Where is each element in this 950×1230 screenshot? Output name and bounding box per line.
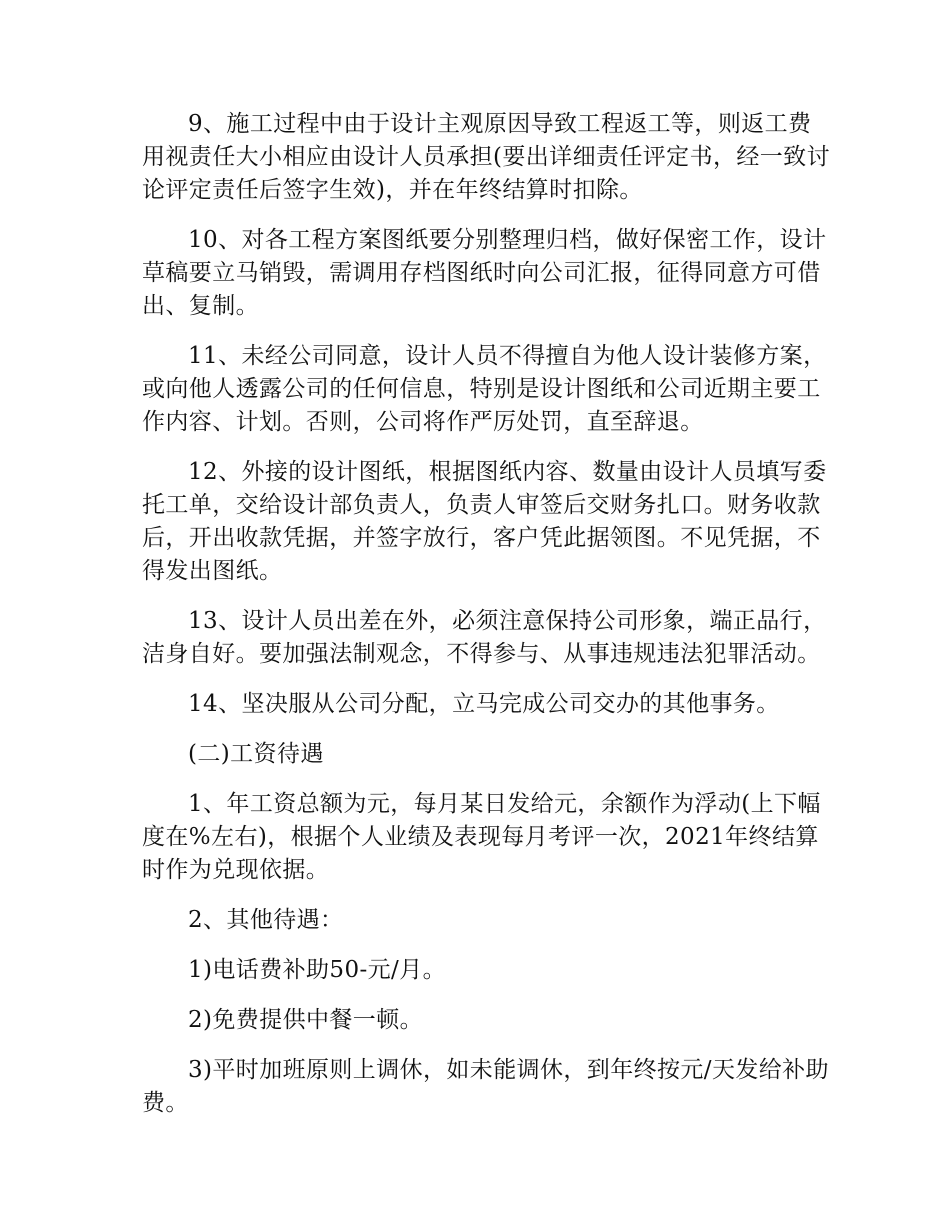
paragraph-salary-2: 2、其他待遇： bbox=[188, 907, 344, 933]
paragraph-benefit-1: 1)电话费补助50-元/月。 bbox=[188, 957, 446, 983]
paragraph-salary-1: 1、年工资总额为元，每月某日发给元，余额作为浮动(上下幅度在%左右)，根据个人业绩及表现每月考评一次，2021年终结算时作为兑现依据。 bbox=[142, 791, 821, 883]
paragraph-item-13: 13、设计人员出差在外，必须注意保持公司形象，端正品行，洁身自好。要加强法制观念，不得参与、从事违规违法犯罪活动。 bbox=[142, 608, 827, 667]
paragraph-item-11: 11、未经公司同意，设计人员不得擅自为他人设计装修方案，或向他人透露公司的任何信息，特别是设计图纸和公司近期主要工作内容、计划。否则，公司将作严厉处罚，直至辞退。 bbox=[142, 343, 827, 435]
document-page bbox=[142, 108, 832, 1120]
paragraph-item-14: 14、坚决服从公司分配，立马完成公司交办的其他事务。 bbox=[188, 691, 780, 717]
paragraph-item-10: 10、对各工程方案图纸要分别整理归档，做好保密工作，设计草稿要立马销毁，需调用存档图纸时向公司汇报，征得同意方可借出、复制。 bbox=[142, 227, 827, 319]
paragraph-benefit-3: 3)平时加班原则上调休，如未能调休，到年终按元/天发给补助费。 bbox=[142, 1057, 829, 1116]
paragraph-item-12: 12、外接的设计图纸，根据图纸内容、数量由设计人员填写委托工单，交给设计部负责人，负责人审签后交财务扎口。财务收款后，开出收款凭据，并签字放行，客户凭此据领图。不见凭据，不得发出图纸。 bbox=[142, 459, 827, 584]
paragraph-benefit-2: 2)免费提供中餐一顿。 bbox=[188, 1007, 424, 1033]
section-heading-salary: (二)工资待遇 bbox=[188, 741, 324, 767]
paragraph-item-9: 9、施工过程中由于设计主观原因导致工程返工等，则返工费用视责任大小相应由设计人员承担(要出详细责任评定书，经一致讨论评定责任后签字生效)，并在年终结算时扣除。 bbox=[142, 111, 830, 203]
